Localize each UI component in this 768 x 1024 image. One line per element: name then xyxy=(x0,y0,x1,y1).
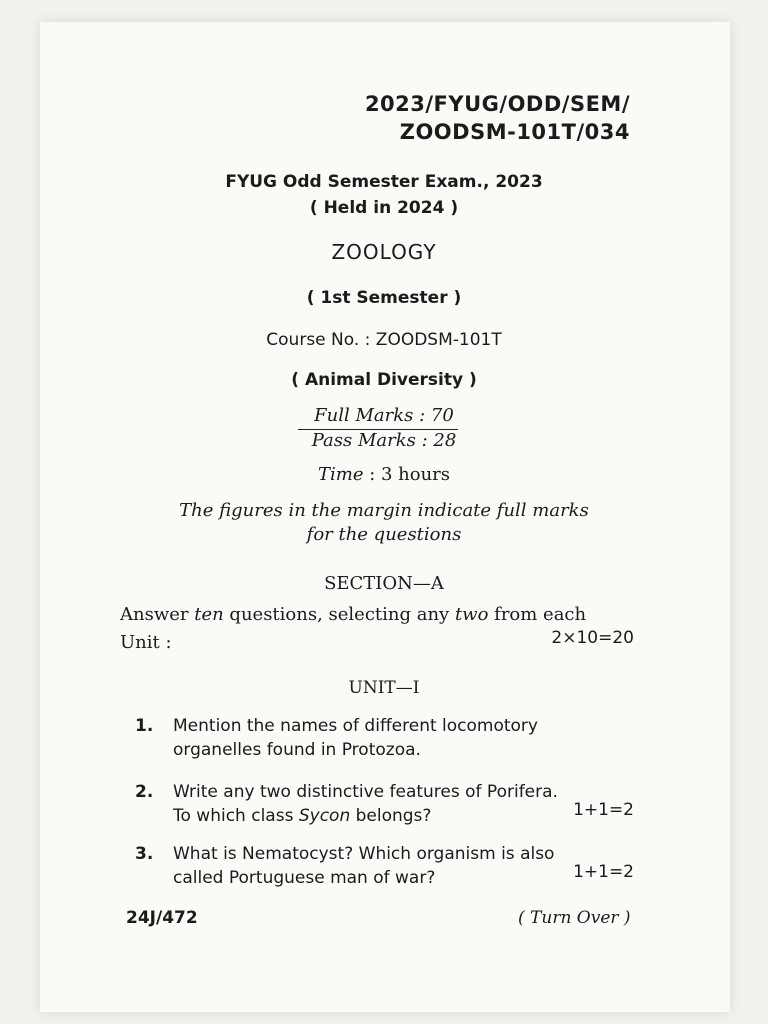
question-line xyxy=(173,804,613,828)
time-line xyxy=(0,464,768,485)
question-3-marks: 1+1=2 xyxy=(573,862,634,882)
question-number: 2. xyxy=(135,782,154,802)
course-number: Course No. : ZOODSM-101T xyxy=(266,330,502,350)
subject-title: ZOOLOGY xyxy=(331,240,437,264)
instr-ten: ten xyxy=(194,604,224,625)
held-year: ( Held in 2024 ) xyxy=(309,198,459,218)
section-marks: 2×10=20 xyxy=(551,628,634,648)
question-line: organelles found in Protozoa. xyxy=(173,740,421,760)
question-line: What is Nematocyst? Which organism is also xyxy=(173,844,555,864)
time-label: Time xyxy=(317,464,364,485)
question-number: 1. xyxy=(135,716,154,736)
turn-over: ( Turn Over ) xyxy=(518,908,631,928)
section-instruction xyxy=(120,604,620,625)
question-line: called Portuguese man of war? xyxy=(173,868,436,888)
paper-code-line2: ZOODSM-101T/034 xyxy=(399,120,630,144)
q2-text: belongs? xyxy=(350,806,432,826)
paper-code-line1: 2023/FYUG/ODD/SEM/ xyxy=(364,92,630,116)
full-marks: Full Marks : 70 xyxy=(314,405,454,426)
footer-code: 24J/472 xyxy=(126,908,198,928)
unit-title: UNIT—I xyxy=(348,678,420,698)
margin-note-line2: for the questions xyxy=(306,524,462,545)
instr-text: Answer xyxy=(120,604,195,625)
question-line: Write any two distinctive features of Porifera. xyxy=(173,782,558,802)
question-3 xyxy=(135,842,615,892)
margin-note-line1: The figures in the margin indicate full marks xyxy=(179,500,589,521)
exam-title: FYUG Odd Semester Exam., 2023 xyxy=(225,172,543,192)
question-2 xyxy=(135,780,615,830)
instr-two: two xyxy=(454,604,489,625)
question-number: 3. xyxy=(135,844,154,864)
question-text xyxy=(173,842,613,890)
section-title: SECTION—A xyxy=(324,573,444,594)
question-2-marks: 1+1=2 xyxy=(573,800,634,820)
question-line: Mention the names of different locomotory xyxy=(173,716,538,736)
pass-marks: Pass Marks : 28 xyxy=(311,430,457,451)
semester-label: ( 1st Semester ) xyxy=(306,288,462,308)
paper-name: ( Animal Diversity ) xyxy=(291,370,477,390)
instr-text: from each xyxy=(488,604,587,625)
question-text xyxy=(173,714,613,762)
time-value: : 3 hours xyxy=(363,464,451,485)
q2-text: To which class xyxy=(173,806,299,826)
question-1 xyxy=(135,714,615,764)
question-text xyxy=(173,780,613,828)
instr-text: questions, selecting any xyxy=(223,604,455,625)
q2-sycon: Sycon xyxy=(298,806,351,826)
instr-unit: Unit : xyxy=(120,632,172,653)
